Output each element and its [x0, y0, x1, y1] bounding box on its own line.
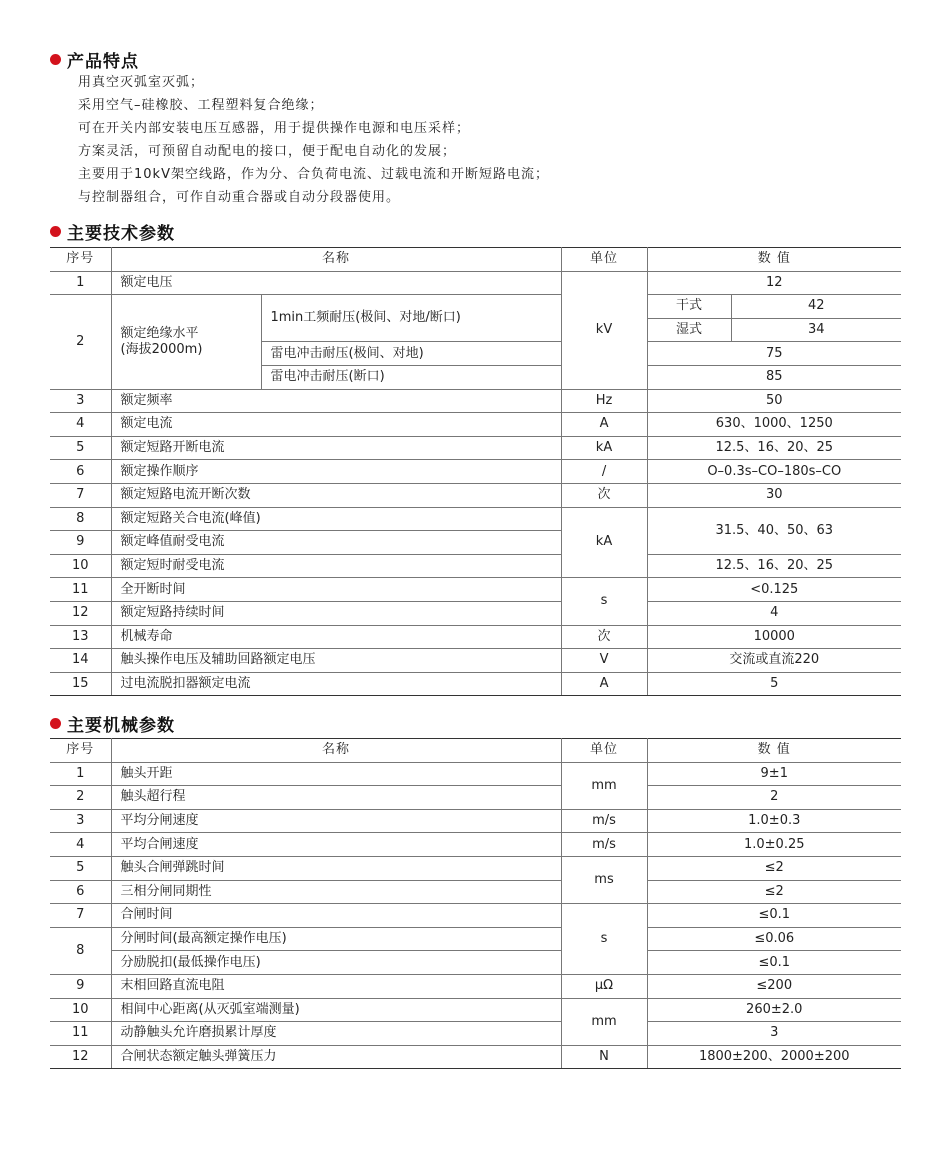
table-row [50, 649, 901, 673]
row-value: ≤0.1 [647, 904, 901, 928]
bullet-dot-icon [50, 226, 61, 237]
row-value: 2 [647, 786, 901, 810]
header-no: 序号 [50, 248, 111, 272]
table-row [50, 625, 901, 649]
row-name: 触头超行程 [111, 786, 561, 810]
row-condition: 干式 [647, 295, 731, 319]
row-unit: 次 [561, 625, 647, 649]
row-value: 10000 [647, 625, 901, 649]
mech-heading [50, 711, 175, 735]
table-row [50, 436, 901, 460]
table-row [50, 762, 901, 786]
mech-title: 主要机械参数 [67, 715, 175, 736]
row-value: 1.0±0.25 [647, 833, 901, 857]
row-value: <0.125 [647, 578, 901, 602]
row-name: 合闸状态额定触头弹簧压力 [111, 1045, 561, 1069]
row-name: 过电流脱扣器额定电流 [111, 672, 561, 696]
row-name-line1: 额定绝缘水平 [120, 325, 199, 341]
table-row [50, 271, 901, 295]
row-name: 额定峰值耐受电流 [111, 531, 561, 555]
row-name: 触头合闸弹跳时间 [111, 856, 561, 880]
table-row [50, 856, 901, 880]
table-header-row [50, 248, 901, 272]
row-no: 4 [50, 413, 111, 437]
row-no: 8 [50, 507, 111, 531]
row-no: 3 [50, 389, 111, 413]
row-no: 8 [50, 927, 111, 974]
table-row [50, 507, 901, 531]
row-subname: 雷电冲击耐压(极间、对地) [261, 342, 561, 366]
tech-heading [50, 219, 175, 243]
header-no: 序号 [50, 739, 111, 763]
row-no: 14 [50, 649, 111, 673]
row-no: 1 [50, 271, 111, 295]
row-unit: Hz [561, 389, 647, 413]
row-no: 2 [50, 295, 111, 389]
row-no: 7 [50, 904, 111, 928]
row-value: 12.5、16、20、25 [647, 554, 901, 578]
row-name: 相间中心距离(从灭弧室端测量) [111, 998, 561, 1022]
feature-item: 与控制器组合，可作自动重合器或自动分段器使用。 [78, 190, 401, 205]
row-value: 50 [647, 389, 901, 413]
row-unit: kA [561, 507, 647, 578]
features-heading [50, 47, 139, 71]
header-value: 数 值 [647, 739, 901, 763]
table-row [50, 809, 901, 833]
table-row [50, 951, 901, 975]
row-name: 动静触头允许磨损累计厚度 [111, 1022, 561, 1046]
row-unit: kA [561, 436, 647, 460]
row-value: ≤0.1 [647, 951, 901, 975]
tech-title: 主要技术参数 [67, 223, 175, 244]
row-no: 5 [50, 436, 111, 460]
row-value: 31.5、40、50、63 [647, 507, 901, 554]
table-row [50, 295, 901, 319]
table-row [50, 904, 901, 928]
row-name: 平均合闸速度 [111, 833, 561, 857]
row-value: 260±2.0 [647, 998, 901, 1022]
table-row [50, 786, 901, 810]
row-no: 11 [50, 1022, 111, 1046]
table-row [50, 927, 901, 951]
table-row [50, 833, 901, 857]
row-name: 额定短路关合电流(峰值) [111, 507, 561, 531]
row-value: 4 [647, 601, 901, 625]
table-row [50, 578, 901, 602]
row-no: 11 [50, 578, 111, 602]
row-value: 12 [647, 271, 901, 295]
header-unit: 单位 [561, 248, 647, 272]
row-value: ≤0.06 [647, 927, 901, 951]
row-unit: A [561, 413, 647, 437]
row-name: 分闸时间(最高额定操作电压) [111, 927, 561, 951]
row-no: 12 [50, 1045, 111, 1069]
row-unit: s [561, 578, 647, 625]
bullet-dot-icon [50, 718, 61, 729]
table-row [50, 413, 901, 437]
row-value: ≤2 [647, 880, 901, 904]
row-no: 6 [50, 880, 111, 904]
row-name: 末相回路直流电阻 [111, 974, 561, 998]
header-unit: 单位 [561, 739, 647, 763]
row-unit: A [561, 672, 647, 696]
table-row [50, 974, 901, 998]
row-value: O–0.3s–CO–180s–CO [647, 460, 901, 484]
table-row [50, 880, 901, 904]
table-row [50, 672, 901, 696]
row-unit: s [561, 904, 647, 975]
row-unit: kV [561, 271, 647, 389]
row-value: 3 [647, 1022, 901, 1046]
row-name: 三相分闸同期性 [111, 880, 561, 904]
row-no: 13 [50, 625, 111, 649]
row-name: 触头操作电压及辅助回路额定电压 [111, 649, 561, 673]
row-unit: mm [561, 762, 647, 809]
feature-item: 主要用于10kV架空线路，作为分、合负荷电流、过载电流和开断短路电流； [78, 167, 549, 182]
table-row [50, 601, 901, 625]
header-name: 名称 [111, 248, 561, 272]
row-no: 2 [50, 786, 111, 810]
row-name: 平均分闸速度 [111, 809, 561, 833]
mech-params-table [50, 738, 901, 1069]
table-row [50, 483, 901, 507]
table-row [50, 1022, 901, 1046]
row-unit: / [561, 460, 647, 484]
tech-params-table [50, 247, 901, 696]
row-name: 机械寿命 [111, 625, 561, 649]
row-value: 9±1 [647, 762, 901, 786]
row-no: 10 [50, 998, 111, 1022]
features-list [78, 71, 549, 209]
row-name: 额定短路开断电流 [111, 436, 561, 460]
feature-item: 采用空气–硅橡胶、工程塑料复合绝缘； [78, 98, 324, 113]
row-value: 1.0±0.3 [647, 809, 901, 833]
row-no: 3 [50, 809, 111, 833]
row-value: ≤200 [647, 974, 901, 998]
row-unit: V [561, 649, 647, 673]
row-name: 额定操作顺序 [111, 460, 561, 484]
row-unit: m/s [561, 809, 647, 833]
row-name: 分励脱扣(最低操作电压) [111, 951, 561, 975]
row-no: 10 [50, 554, 111, 578]
bullet-dot-icon [50, 54, 61, 65]
row-name [111, 295, 261, 389]
row-value: 75 [647, 342, 901, 366]
row-name-line2: (海拔2000m) [120, 341, 203, 357]
row-unit: mm [561, 998, 647, 1045]
feature-item: 用真空灭弧室灭弧； [78, 75, 205, 90]
row-no: 6 [50, 460, 111, 484]
feature-item: 可在开关内部安装电压互感器，用于提供操作电源和电压采样； [78, 121, 471, 136]
row-no: 12 [50, 601, 111, 625]
row-name: 额定电流 [111, 413, 561, 437]
row-value: 42 [731, 295, 901, 319]
row-no: 1 [50, 762, 111, 786]
row-value: ≤2 [647, 856, 901, 880]
row-value: 12.5、16、20、25 [647, 436, 901, 460]
row-value: 交流或直流220 [647, 649, 901, 673]
row-value: 34 [731, 318, 901, 342]
row-value: 30 [647, 483, 901, 507]
table-row [50, 1045, 901, 1069]
row-subname: 雷电冲击耐压(断口) [261, 365, 561, 389]
row-name: 额定短路持续时间 [111, 601, 561, 625]
row-unit: m/s [561, 833, 647, 857]
row-name: 全开断时间 [111, 578, 561, 602]
row-no: 4 [50, 833, 111, 857]
row-unit: N [561, 1045, 647, 1069]
row-unit: ms [561, 856, 647, 903]
row-name: 触头开距 [111, 762, 561, 786]
header-name: 名称 [111, 739, 561, 763]
row-value: 1800±200、2000±200 [647, 1045, 901, 1069]
row-no: 7 [50, 483, 111, 507]
row-name: 合闸时间 [111, 904, 561, 928]
table-row [50, 389, 901, 413]
feature-item: 方案灵活，可预留自动配电的接口，便于配电自动化的发展； [78, 144, 457, 159]
row-unit: μΩ [561, 974, 647, 998]
table-header-row [50, 739, 901, 763]
row-subname: 1min工频耐压(极间、对地/断口) [261, 295, 561, 342]
row-value: 85 [647, 365, 901, 389]
row-name: 额定电压 [111, 271, 561, 295]
row-value: 630、1000、1250 [647, 413, 901, 437]
row-value: 5 [647, 672, 901, 696]
row-name: 额定频率 [111, 389, 561, 413]
row-no: 9 [50, 974, 111, 998]
features-title: 产品特点 [67, 51, 139, 72]
row-no: 15 [50, 672, 111, 696]
row-name: 额定短时耐受电流 [111, 554, 561, 578]
table-row [50, 460, 901, 484]
row-condition: 湿式 [647, 318, 731, 342]
row-no: 5 [50, 856, 111, 880]
table-row [50, 554, 901, 578]
row-name: 额定短路电流开断次数 [111, 483, 561, 507]
header-value: 数 值 [647, 248, 901, 272]
row-unit: 次 [561, 483, 647, 507]
table-row [50, 998, 901, 1022]
row-no: 9 [50, 531, 111, 555]
